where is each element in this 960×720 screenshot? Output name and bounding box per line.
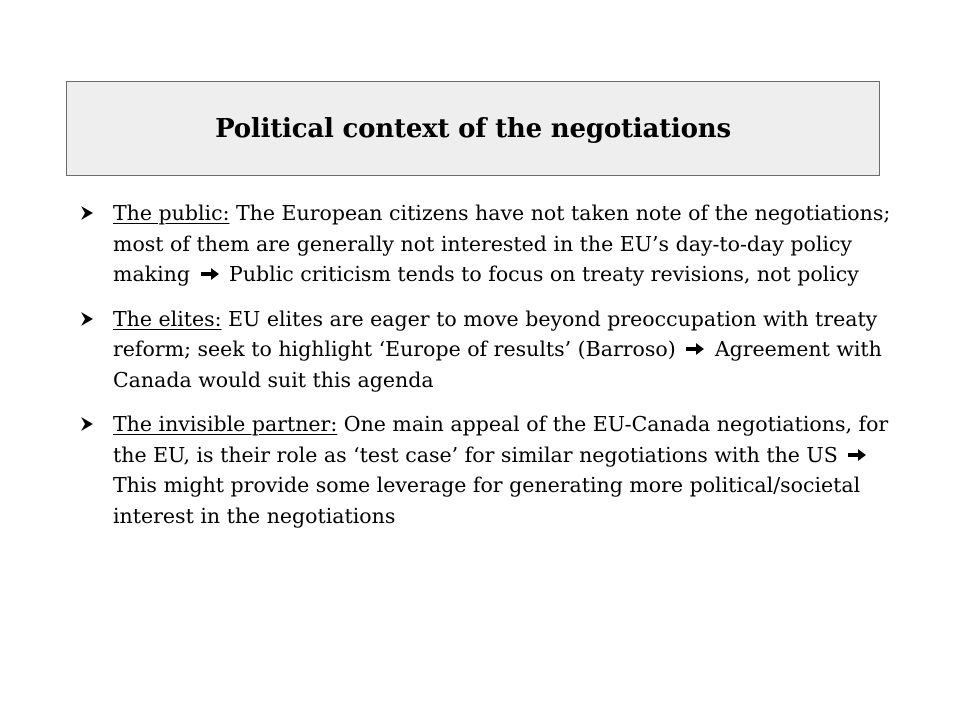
bullet-conclusion-invisible-partner: This might provide some leverage for generating more political/societal interest in the negotiations: [113, 473, 861, 528]
bullet-lead-invisible-partner: The invisible partner:: [113, 412, 338, 436]
right-arrow-icon: [685, 335, 705, 351]
bullet-text-elites: EU elites are eager to move beyond preoccupation with treaty reform; seek to highlight ‘Europe of results’ (Barroso): [113, 306, 878, 361]
arrowhead-bullet-icon: [79, 198, 99, 228]
right-arrow-icon: [847, 441, 867, 457]
slide-title: Political context of the negotiations: [215, 113, 731, 144]
bullet-item-public: [77, 198, 897, 290]
bullet-item-invisible-partner: [77, 409, 897, 531]
right-arrow-icon: [200, 260, 220, 276]
bullet-conclusion-public: Public criticism tends to focus on treaty revisions, not policy: [229, 262, 859, 286]
bullet-list: [77, 198, 897, 545]
bullet-lead-elites: The elites:: [113, 306, 222, 331]
bullet-item-elites: [77, 304, 897, 396]
bullet-text-public: The European citizens have not taken note of the negotiations; most of them are generally not interested in the EU’s day-to-day policy making: [113, 201, 891, 286]
title-box: [66, 81, 880, 176]
bullet-text-invisible-partner: One main appeal of the EU-Canada negotiations, for the EU, is their role as ‘test case’ for similar negotiations with the US: [113, 412, 889, 467]
bullet-conclusion-elites: Agreement with Canada would suit this agenda: [113, 337, 882, 392]
bullet-lead-public: The public:: [113, 201, 230, 225]
arrowhead-bullet-icon: [79, 304, 99, 334]
arrowhead-bullet-icon: [79, 409, 99, 439]
